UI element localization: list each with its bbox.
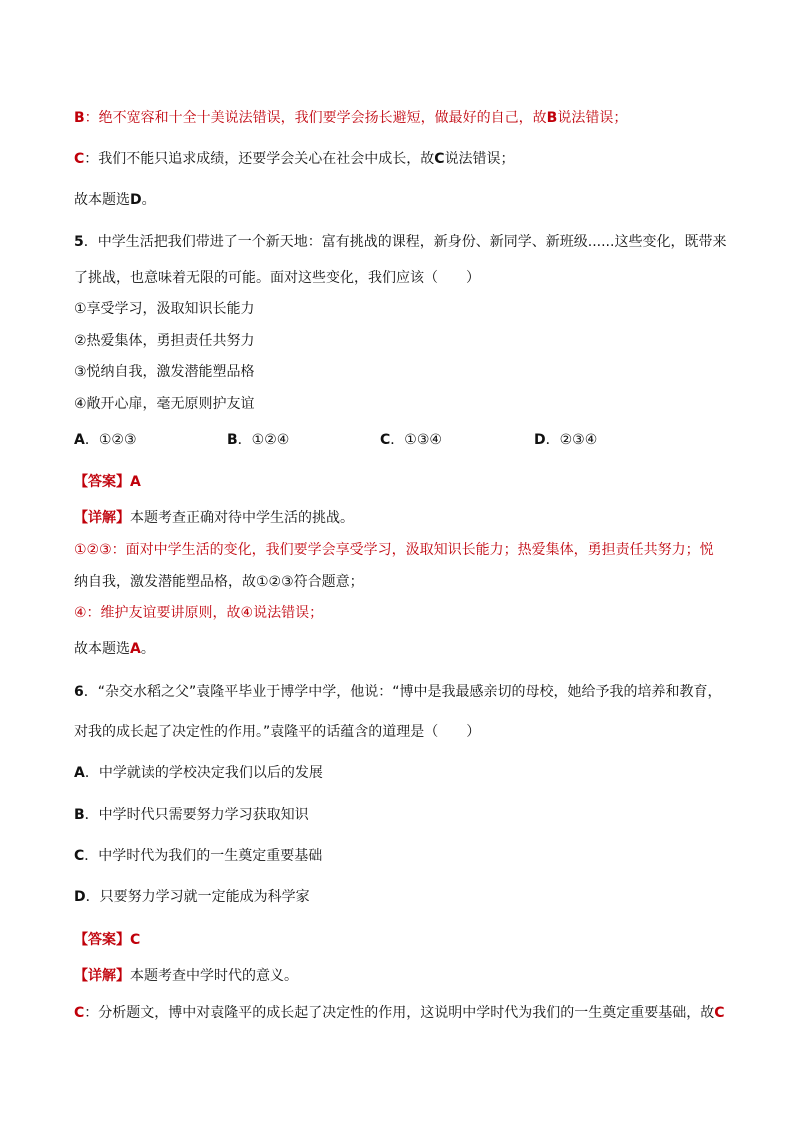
detail-tag: 【详解】 xyxy=(74,968,130,984)
q5-explanation-3: ④：维护友谊要讲原则，故④说法错误； xyxy=(74,605,324,621)
q6-detail xyxy=(74,966,298,986)
question-5-stem-cont xyxy=(74,268,480,288)
answer-tag: 【答案】 xyxy=(74,932,130,948)
option-text: ．①③④ xyxy=(390,432,442,448)
option-label: C xyxy=(714,1005,725,1021)
option-label: B xyxy=(74,807,85,823)
q5-option-d xyxy=(534,430,597,450)
q5-option-c xyxy=(380,430,442,450)
q5-answer xyxy=(74,472,141,492)
explanation-line-c xyxy=(74,149,515,169)
option-text: ．②③④ xyxy=(545,432,598,448)
question-6-stem xyxy=(74,682,722,702)
question-number: 5 xyxy=(74,234,84,250)
answer-tag: 【答案】 xyxy=(74,474,130,490)
answer-letter: C xyxy=(130,932,141,948)
final-answer-end: 。 xyxy=(141,192,156,208)
q5-option-b xyxy=(227,430,289,450)
q6-option-c xyxy=(74,846,322,866)
q6-answer xyxy=(74,930,140,950)
explanation-text: 说法错误； xyxy=(444,151,515,167)
option-text: ．①②④ xyxy=(237,432,290,448)
option-text: ．中学时代为我们的一生奠定重要基础 xyxy=(84,848,323,864)
explanation-line-b xyxy=(74,108,627,128)
statement-4: ④敞开心扉，毫无原则护友谊 xyxy=(74,396,255,412)
final-answer-line xyxy=(74,190,156,210)
q5-final-answer xyxy=(74,639,155,659)
option-text: ．只要努力学习就一定能成为科学家 xyxy=(85,889,310,905)
option-label: C xyxy=(74,1005,85,1021)
statement-3: ③悦纳自我，激发潜能塑品格 xyxy=(74,364,255,380)
q6-option-a xyxy=(74,763,323,783)
final-answer-letter: A xyxy=(130,641,141,657)
option-label: C xyxy=(434,151,445,167)
question-number: 6 xyxy=(74,684,84,700)
question-text: 对我的成长起了决定性的作用。”袁隆平的话蕴含的道理是（ ） xyxy=(74,724,481,740)
final-answer-end: 。 xyxy=(140,641,155,657)
question-6-stem-cont xyxy=(74,722,480,742)
question-5-stem xyxy=(74,232,726,252)
option-text: ．中学时代只需要努力学习获取知识 xyxy=(84,807,309,823)
option-label: B xyxy=(227,432,238,448)
explanation-text: ：我们不能只追求成绩，还要学会关心在社会中成长，故 xyxy=(84,151,435,167)
q6-option-d xyxy=(74,887,310,907)
question-text: 了挑战，也意味着无限的可能。面对这些变化，我们应该（ ） xyxy=(74,270,480,286)
option-label: C xyxy=(74,848,85,864)
option-label: C xyxy=(380,432,391,448)
q6-option-b xyxy=(74,805,309,825)
option-text: ．中学就读的学校决定我们以后的发展 xyxy=(84,765,323,781)
option-label: D xyxy=(74,889,86,905)
answer-letter: A xyxy=(130,474,141,490)
statement-2: ②热爱集体，勇担责任共努力 xyxy=(74,333,255,349)
q5-explanation-1: ①②③：面对中学生活的变化，我们要学会享受学习，汲取知识长能力；热爱集体，勇担责任共努力；悦 xyxy=(74,542,714,558)
explanation-text: 说法错误； xyxy=(557,110,628,126)
q5-explanation-2: 纳自我，激发潜能塑品格，故①②③符合题意； xyxy=(74,574,364,590)
question-text: ．“杂交水稻之父”袁隆平毕业于博学中学，他说：“博中是我最感亲切的母校，她给予我的培养和教育， xyxy=(83,684,722,700)
option-label: A xyxy=(74,765,85,781)
detail-text: 本题考查中学时代的意义。 xyxy=(130,968,298,984)
q6-explanation-1 xyxy=(74,1003,725,1023)
detail-text: 本题考查正确对待中学生活的挑战。 xyxy=(130,510,354,526)
question-text: ．中学生活把我们带进了一个新天地：富有挑战的课程，新身份、新同学、新班级......这些变化，既带来 xyxy=(83,234,727,250)
final-answer-text: 故本题选 xyxy=(74,192,130,208)
option-label: B xyxy=(546,110,558,126)
statement-1: ①享受学习，汲取知识长能力 xyxy=(74,301,255,317)
detail-tag: 【详解】 xyxy=(74,510,130,526)
option-label: B xyxy=(74,110,85,126)
explanation-text: ：分析题文，博中对袁隆平的成长起了决定性的作用，这说明中学时代为我们的一生奠定重要基础，故 xyxy=(84,1005,715,1021)
option-label: C xyxy=(74,151,85,167)
option-text: ．①②③ xyxy=(84,432,137,448)
q5-option-a xyxy=(74,430,137,450)
q5-detail xyxy=(74,508,354,528)
explanation-text: ：绝不宽容和十全十美说法错误，我们要学会扬长避短，做最好的自己，故 xyxy=(84,110,547,126)
option-label: A xyxy=(74,432,85,448)
final-answer-text: 故本题选 xyxy=(74,641,130,657)
final-answer-letter: D xyxy=(130,192,142,208)
option-label: D xyxy=(534,432,546,448)
